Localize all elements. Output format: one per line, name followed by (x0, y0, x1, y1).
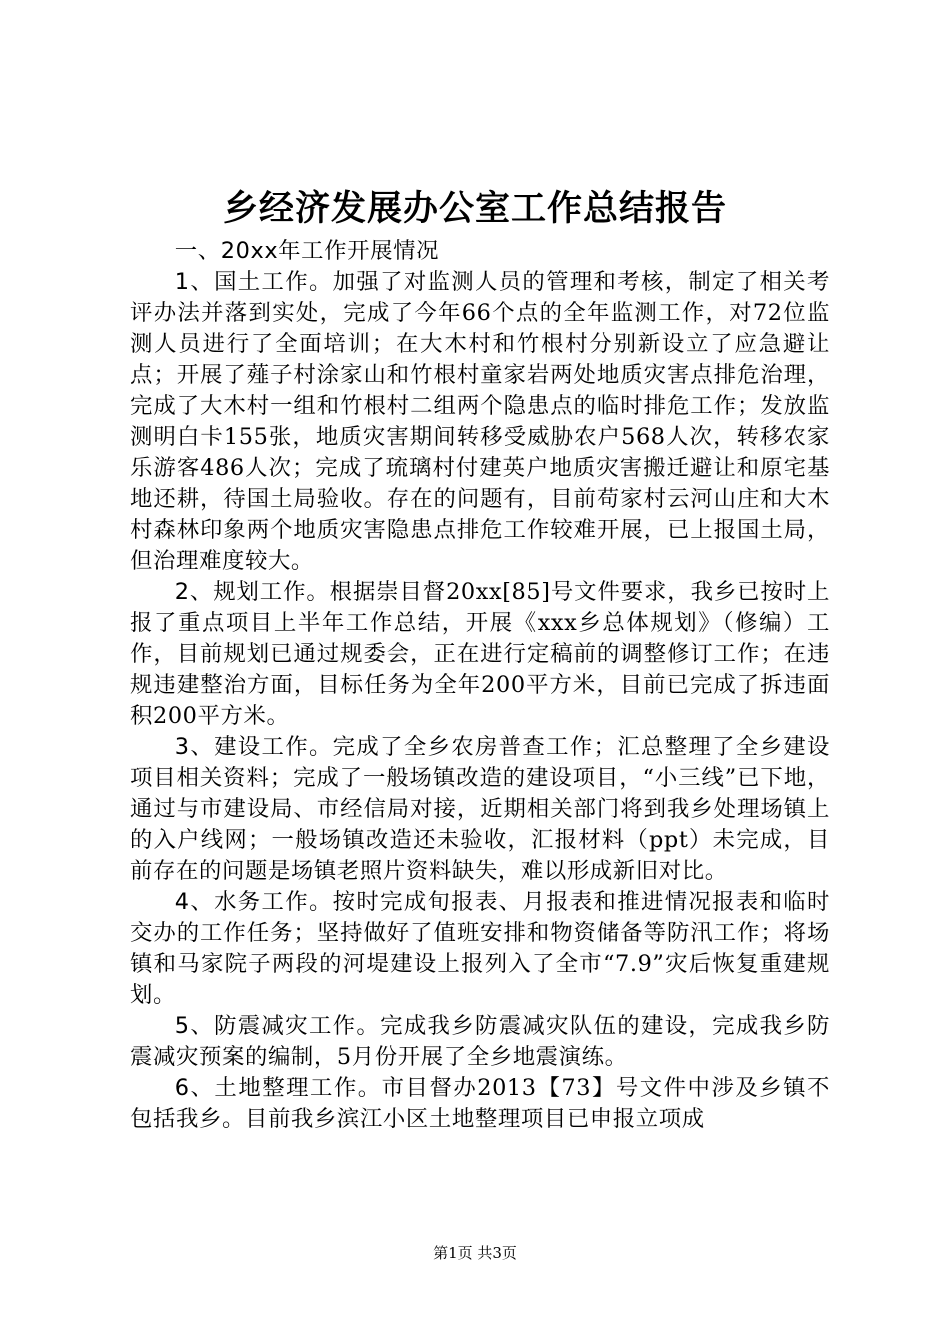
paragraph-planning (130, 577, 830, 732)
item-head-water: 4、水务工作。 (174, 889, 333, 915)
item-head-planning: 2、规划工作。 (174, 579, 330, 605)
item-text-water: 按时完成旬报表、月报表和推进情况报表和临时交办的工作任务；坚持做好了值班安排和物资储备等防汛工作；将场镇和马家院子两段的河堤建设上报列入了全市“7.9”灾后恢复重建规划。 (130, 889, 830, 1008)
document-title: 乡经济发展办公室工作总结报告 (222, 189, 727, 229)
paragraph-water (130, 887, 830, 1011)
page-footer: 第1页 共3页 (433, 1244, 517, 1262)
section-heading-text: 一、20xx年工作开展情况 (174, 238, 440, 264)
item-text-land: 加强了对监测人员的管理和考核，制定了相关考评办法并落到实处，完成了今年66个点的全年监测工作，对72位监测人员进行了全面培训；在大木村和竹根村分别新设立了应急避让点；开展了薤子村涂家山和竹根村童家岩两处地质灾害点排危治理，完成了大木村一组和竹根村二组两个隐患点的临时排危工作；发放监测明白卡155张，地质灾害期间转移受威胁农户568人次，转移农家乐游客486人次；完成了琉璃村付建英户地质灾害搬迁避让和原宅基地还耕，待国土局验收。存在的问题有，目前苟家村云河山庄和大木村森林印象两个地质灾害隐患点排危工作较难开展，已上报国土局，但治理难度较大。 (130, 269, 830, 574)
paragraph-earthquake (130, 1011, 830, 1073)
item-text-construction: 完成了全乡农房普查工作；汇总整理了全乡建设项目相关资料；完成了一般场镇改造的建设项目，“小三线”已下地，通过与市建设局、市经信局对接，近期相关部门将到我乡处理场镇上的入户线网；一般场镇改造还未验收，汇报材料（ppt）未完成，目前存在的问题是场镇老照片资料缺失，难以形成新旧对比。 (130, 734, 830, 884)
item-head-earthquake: 5、防震减灾工作。 (174, 1013, 381, 1039)
item-text-land-consolidation: 市目督办2013【73】号文件中涉及乡镇不包括我乡。目前我乡滨江小区土地整理项目已申报立项成 (130, 1075, 830, 1132)
paragraph-construction (130, 732, 830, 887)
section-heading (130, 236, 830, 267)
item-head-construction: 3、建设工作。 (174, 734, 333, 760)
item-head-land-consolidation: 6、土地整理工作。 (174, 1075, 382, 1101)
item-text-planning: 根据崇目督20xx[85]号文件要求，我乡已按时上报了重点项目上半年工作总结，开展《xxx乡总体规划》（修编）工作，目前规划已通过规委会，正在进行定稿前的调整修订工作；在违规违建整治方面，目标任务为全年200平方米，目前已完成了拆违面积200平方米。 (130, 579, 830, 729)
document-body (130, 236, 830, 1135)
paragraph-land (130, 267, 830, 577)
paragraph-land-consolidation (130, 1073, 830, 1135)
item-head-land: 1、国土工作。 (174, 269, 333, 295)
item-text-earthquake: 完成我乡防震减灾队伍的建设，完成我乡防震减灾预案的编制，5月份开展了全乡地震演练。 (130, 1013, 830, 1070)
